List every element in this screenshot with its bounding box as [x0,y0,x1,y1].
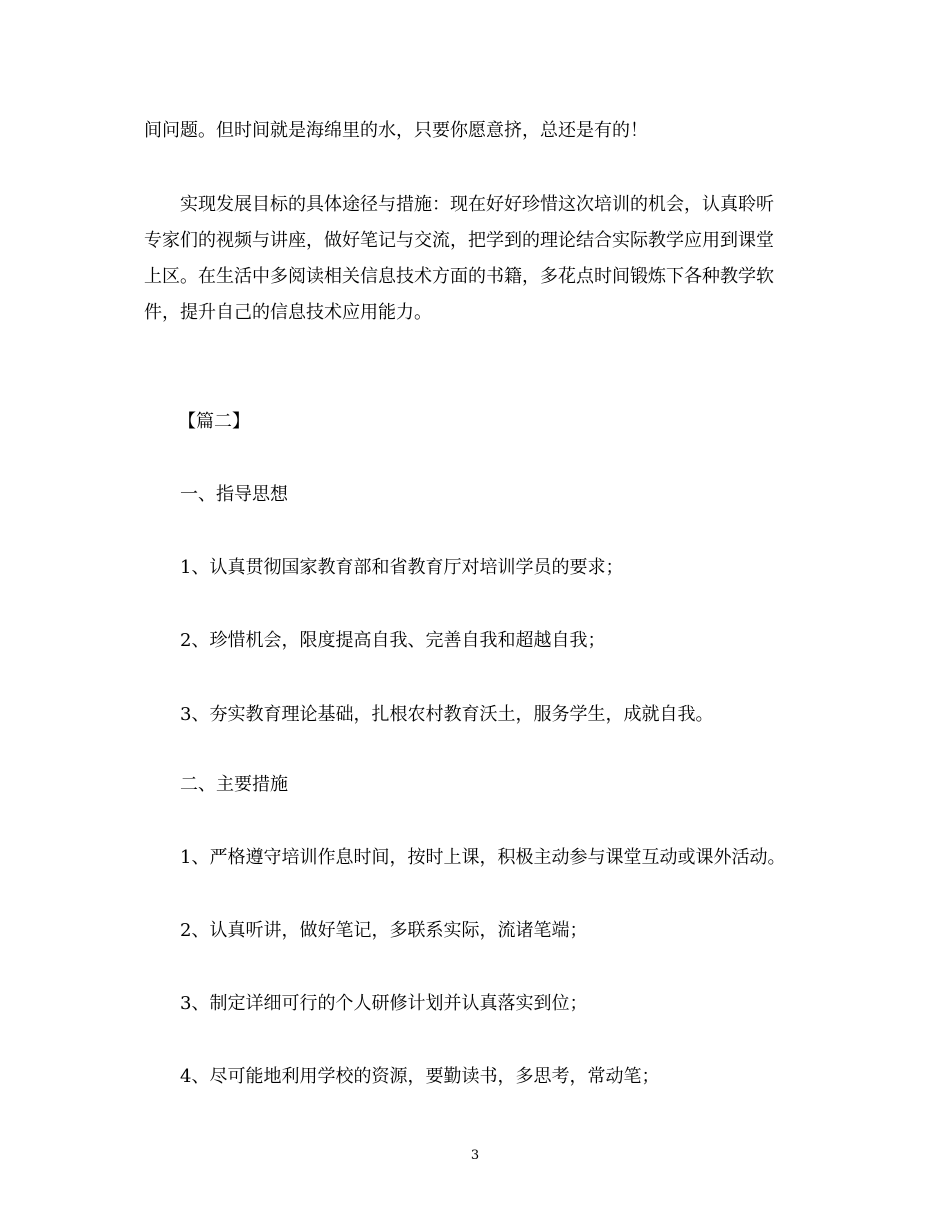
paragraph-line: 专家们的视频与讲座，做好笔记与交流，把学到的理论结合实际教学应用到课堂 [144,230,774,251]
part-title: 一、指导思想 [180,484,288,505]
list-item: 3、夯实教育理论基础，扎根农村教育沃土，服务学生，成就自我。 [180,704,714,725]
paragraph-text: 间问题。但时间就是海绵里的水，只要你愿意挤，总还是有的！ [144,120,648,141]
page-number: 3 [470,1148,480,1163]
list-item: 2、认真听讲，做好笔记，多联系实际，流诸笔端； [180,920,588,941]
list-item: 4、尽可能地利用学校的资源，要勤读书，多思考，常动笔； [180,1066,660,1087]
list-item: 1、认真贯彻国家教育部和省教育厅对培训学员的要求； [180,557,624,578]
paragraph-line: 实现发展目标的具体途径与措施：现在好好珍惜这次培训的机会，认真聆听 [180,194,774,215]
list-item: 2、珍惜机会，限度提高自我、完善自我和超越自我； [180,630,606,651]
list-item: 1、严格遵守培训作息时间，按时上课，积极主动参与课堂互动或课外活动。 [180,847,786,868]
paragraph-line: 件，提升自己的信息技术应用能力。 [144,302,432,323]
part-title: 二、主要措施 [180,774,288,795]
list-item: 3、制定详细可行的个人研修计划并认真落实到位； [180,993,588,1014]
paragraph-line: 上区。在生活中多阅读相关信息技术方面的书籍，多花点时间锻炼下各种教学软 [144,266,774,287]
section-heading: 【篇二】 [178,411,250,432]
